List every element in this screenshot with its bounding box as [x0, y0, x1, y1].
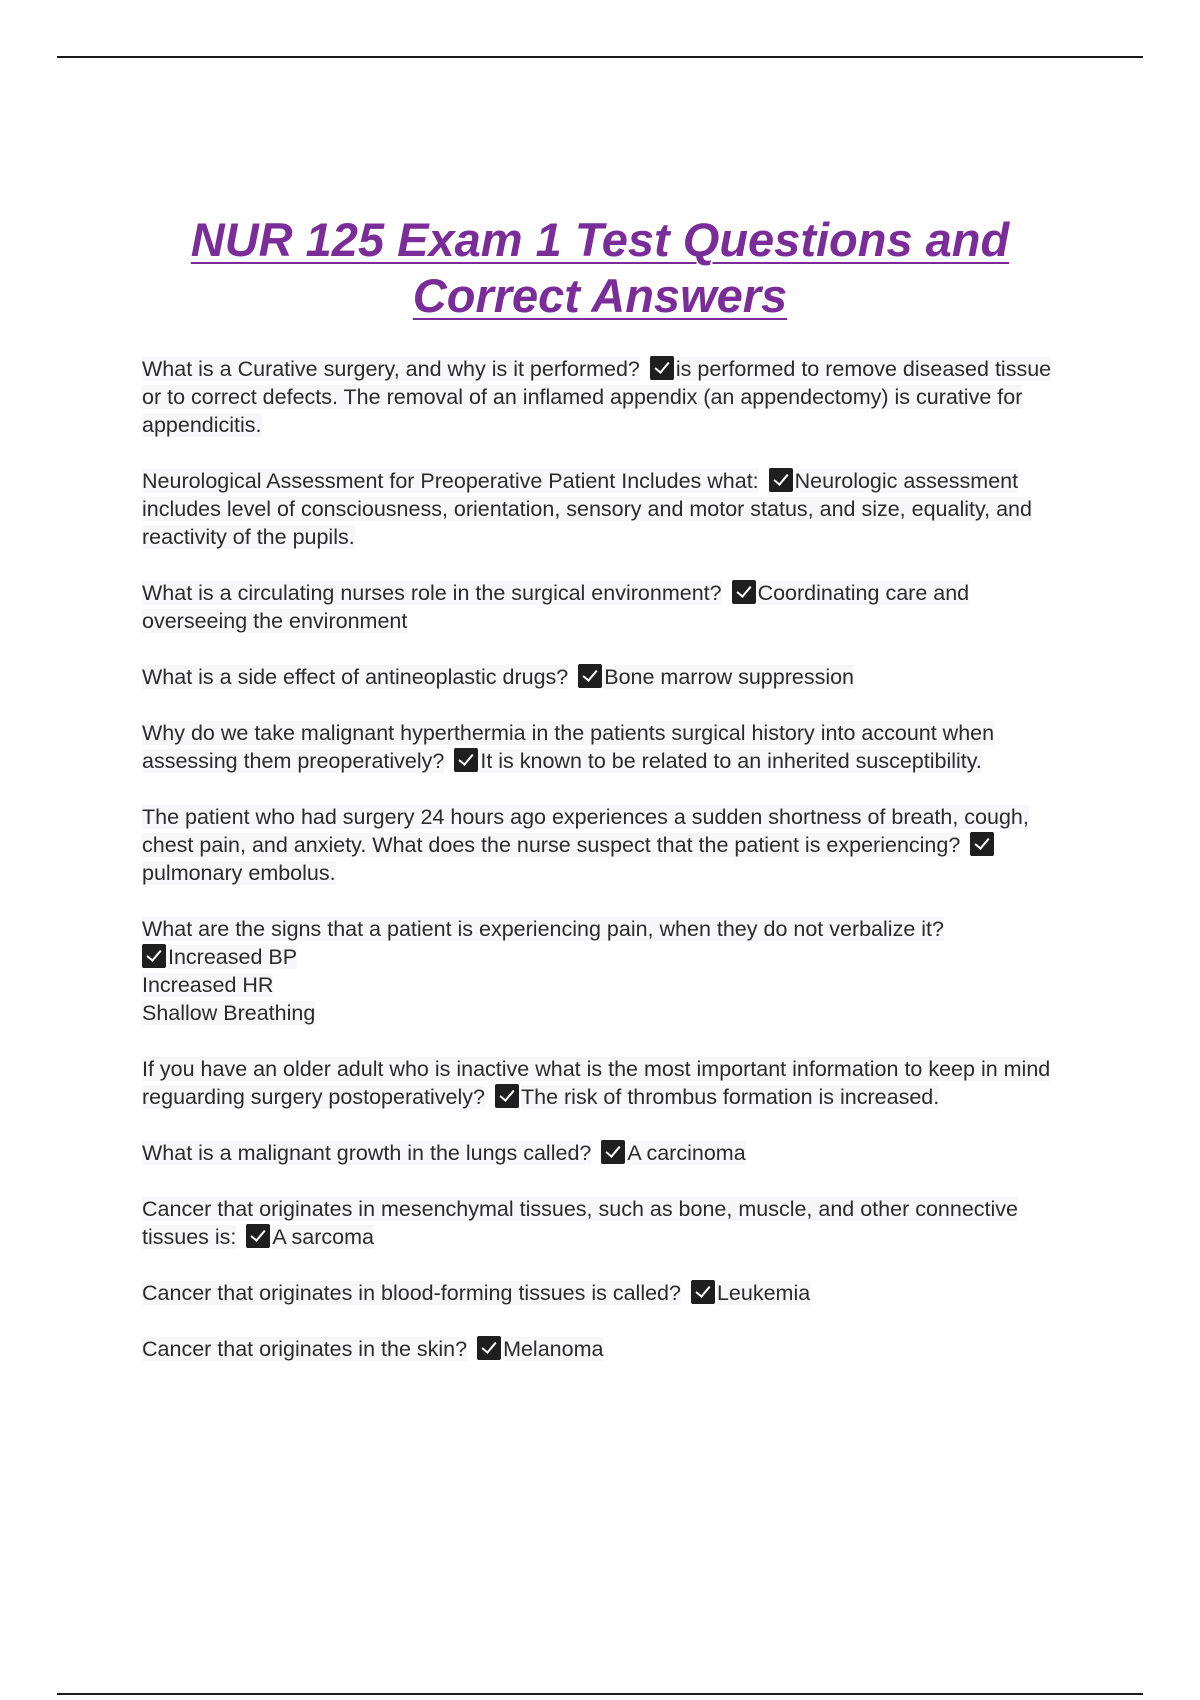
answer-text: pulmonary embolus.: [142, 861, 336, 885]
qa-item-lung-growth: [142, 1139, 1062, 1167]
qa-item-neurological-assessment: [142, 467, 1062, 551]
checkmark-box-icon: [769, 468, 793, 492]
question-text: Cancer that originates in the skin?: [142, 1337, 468, 1361]
answer-text: is performed to remove diseased tissue or to correct defects. The removal of an inflamed appendix (an appendectomy) is curative for appendicitis.: [142, 357, 1052, 437]
checkmark-box-icon: [650, 356, 674, 380]
title-line-1: NUR 125 Exam 1 Test Questions and: [190, 213, 1010, 266]
answer-text: A carcinoma: [627, 1141, 746, 1165]
qa-list: [142, 355, 1062, 1391]
question-text: If you have an older adult who is inactive what is the most important information to keep in mind reguarding surgery postoperatively?: [142, 1057, 1051, 1109]
answer-text: Increased BP Increased HR Shallow Breathing: [142, 945, 316, 1025]
header-rule: [57, 56, 1143, 58]
checkmark-box-icon: [495, 1084, 519, 1108]
qa-item-pulmonary-embolus: [142, 803, 1062, 887]
qa-item-malignant-hyperthermia: [142, 719, 1062, 775]
checkmark-box-icon: [691, 1280, 715, 1304]
title-line-2: Correct Answers: [412, 269, 788, 322]
answer-text: Bone marrow suppression: [604, 665, 855, 689]
question-text: Why do we take malignant hyperthermia in the patients surgical history into account when assessing them preoperatively?: [142, 721, 995, 773]
checkmark-box-icon: [732, 580, 756, 604]
qa-item-curative-surgery: [142, 355, 1062, 439]
question-text: What is a circulating nurses role in the surgical environment?: [142, 581, 722, 605]
question-text: Cancer that originates in blood-forming tissues is called?: [142, 1281, 681, 1305]
qa-item-pain-signs: [142, 915, 1062, 1027]
page-title: [120, 212, 1080, 324]
qa-item-older-adult-surgery: [142, 1055, 1062, 1111]
question-text: The patient who had surgery 24 hours ago experiences a sudden shortness of breath, cough, chest pain, and anxiety. What does the nurse suspect that the patient is experiencing?: [142, 805, 1029, 857]
qa-item-blood-cancer: [142, 1279, 1062, 1307]
checkmark-box-icon: [970, 832, 994, 856]
checkmark-box-icon: [454, 748, 478, 772]
question-text: What is a malignant growth in the lungs called?: [142, 1141, 592, 1165]
answer-text: Leukemia: [716, 1281, 811, 1305]
qa-item-antineoplastic-drugs: [142, 663, 1062, 691]
answer-text: Melanoma: [503, 1337, 604, 1361]
question-text: Cancer that originates in mesenchymal tissues, such as bone, muscle, and other connective tissues is:: [142, 1197, 1018, 1249]
footer-rule: [57, 1693, 1143, 1695]
checkmark-box-icon: [142, 944, 166, 968]
answer-text: A sarcoma: [272, 1225, 374, 1249]
checkmark-box-icon: [601, 1140, 625, 1164]
checkmark-box-icon: [477, 1336, 501, 1360]
answer-text: The risk of thrombus formation is increased.: [521, 1085, 940, 1109]
question-text: What is a Curative surgery, and why is it performed?: [142, 357, 640, 381]
qa-item-circulating-nurse: [142, 579, 1062, 635]
answer-text: Neurologic assessment includes level of consciousness, orientation, sensory and motor status, and size, equality, and reactivity of the pupils.: [142, 469, 1032, 549]
answer-text: It is known to be related to an inherited susceptibility.: [480, 749, 982, 773]
question-text: What is a side effect of antineoplastic drugs?: [142, 665, 569, 689]
qa-item-skin-cancer: [142, 1335, 1062, 1363]
checkmark-box-icon: [246, 1224, 270, 1248]
checkmark-box-icon: [578, 664, 602, 688]
qa-item-mesenchymal-cancer: [142, 1195, 1062, 1251]
question-text: Neurological Assessment for Preoperative Patient Includes what:: [142, 469, 759, 493]
question-text: What are the signs that a patient is experiencing pain, when they do not verbalize it?: [142, 917, 944, 941]
answer-text: Coordinating care and overseeing the environment: [142, 581, 970, 633]
